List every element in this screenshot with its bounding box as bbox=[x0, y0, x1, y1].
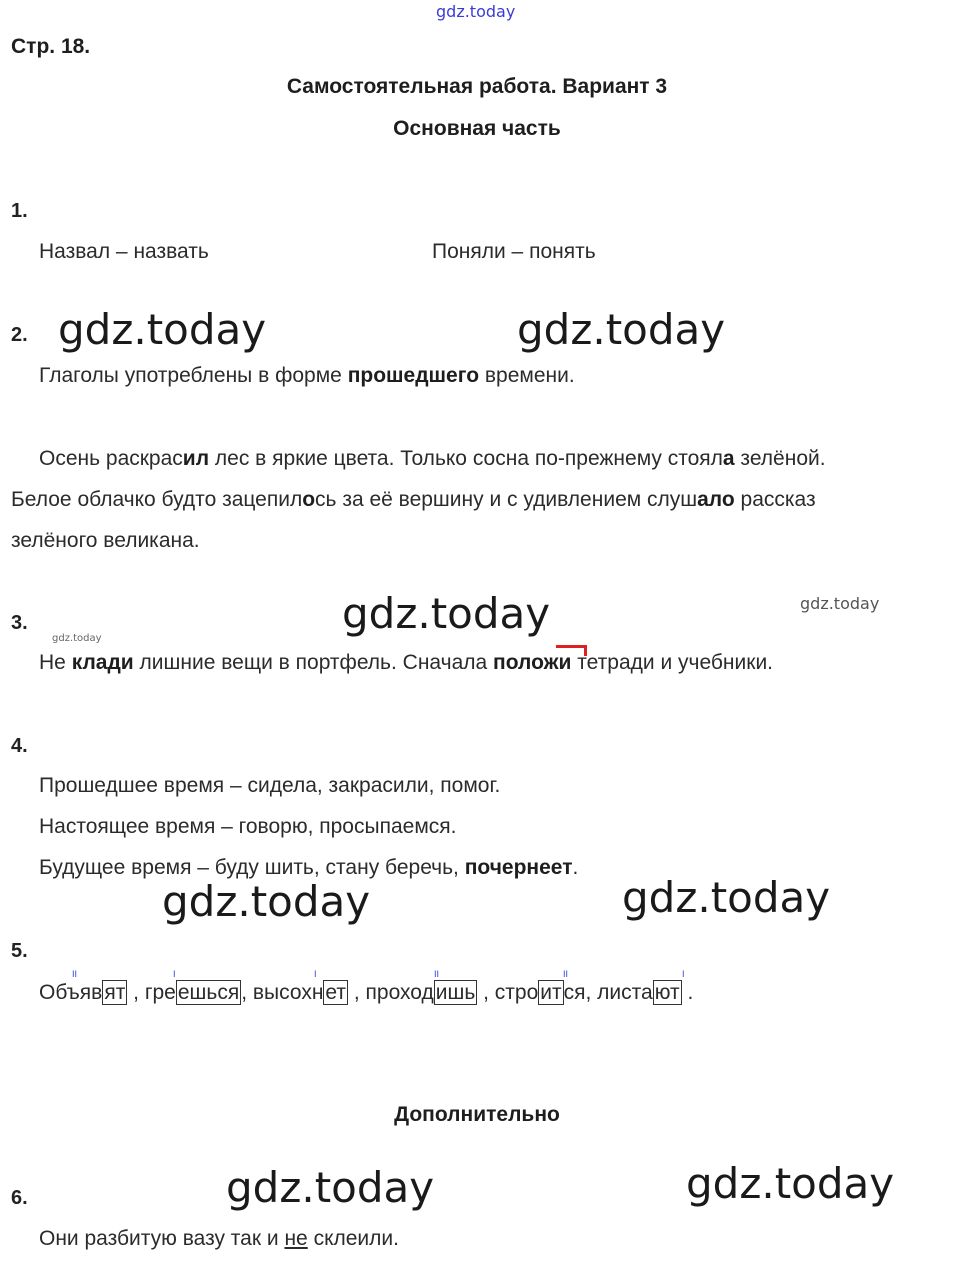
page-number: Стр. 18. bbox=[11, 35, 91, 58]
task-2-paragraph-line-3: зелёного великана. bbox=[11, 529, 200, 552]
conjugation-mark-2: I bbox=[173, 969, 176, 979]
ending-box-6: ют bbox=[654, 981, 680, 1004]
watermark-6a: gdz.today bbox=[226, 1163, 435, 1212]
task-3-number: 3. bbox=[11, 612, 28, 634]
watermark-4b: gdz.today bbox=[622, 873, 831, 922]
ending-box-5: ит bbox=[540, 981, 562, 1004]
watermark-top: gdz.today bbox=[436, 2, 516, 21]
task-6-number: 6. bbox=[11, 1187, 28, 1209]
negation-particle: не bbox=[284, 1227, 308, 1250]
task-5-number: 5. bbox=[11, 940, 28, 962]
ending-box-1: ят bbox=[104, 981, 126, 1004]
work-title: Самостоятельная работа. Вариант 3 bbox=[286, 75, 668, 98]
task-1-number: 1. bbox=[11, 200, 28, 222]
watermark-3-tiny: gdz.today bbox=[52, 633, 102, 644]
task-1-right: Поняли – понять bbox=[432, 240, 596, 263]
task-2-statement: Глаголы употреблены в форме прошедшего времени. bbox=[39, 364, 575, 387]
watermark-2b: gdz.today bbox=[517, 305, 726, 354]
task-4-number: 4. bbox=[11, 735, 28, 757]
task-3-sentence: Не клади лишние вещи в портфель. Сначала положи тетради и учебники. bbox=[39, 651, 774, 674]
watermark-6b: gdz.today bbox=[686, 1159, 895, 1208]
conjugation-mark-6: I bbox=[682, 969, 685, 979]
ending-box-2: ешься bbox=[177, 981, 240, 1004]
task-2-paragraph-line-2: Белое облачко будто зацепилось за её вершину и с удивлением слушало рассказ bbox=[11, 488, 816, 511]
conjugation-mark-1: II bbox=[72, 969, 78, 979]
work-subtitle: Основная часть bbox=[393, 117, 561, 140]
watermark-3-small: gdz.today bbox=[800, 594, 880, 613]
task-4-present: Настоящее время – говорю, просыпаемся. bbox=[39, 815, 457, 838]
extra-title: Дополнительно bbox=[394, 1103, 560, 1126]
ending-box-4: ишь bbox=[435, 981, 476, 1004]
ending-box-3: ет bbox=[325, 981, 347, 1004]
watermark-2a: gdz.today bbox=[58, 305, 267, 354]
task-1-left: Назвал – назвать bbox=[39, 240, 209, 263]
watermark-4a: gdz.today bbox=[162, 877, 371, 926]
task-2-paragraph-line-1: Осень раскрасил лес в яркие цвета. Только сосна по-прежнему стояла зелёной. bbox=[39, 447, 826, 470]
task-4-future: Будущее время – буду шить, стану беречь, почернеет. bbox=[39, 856, 579, 879]
task-2-number: 2. bbox=[11, 324, 28, 346]
conjugation-mark-3: I bbox=[314, 969, 317, 979]
task-6-sentence: Они разбитую вазу так и не склеили. bbox=[39, 1227, 399, 1250]
conjugation-mark-5: II bbox=[563, 969, 569, 979]
watermark-3-big: gdz.today bbox=[342, 589, 551, 638]
task-4-past: Прошедшее время – сидела, закрасили, помог. bbox=[39, 774, 501, 797]
conjugation-mark-4: II bbox=[434, 969, 440, 979]
task-5-verbs: Объявят , греешься, высохнет , проходишь , строится, листают . bbox=[39, 981, 694, 1004]
